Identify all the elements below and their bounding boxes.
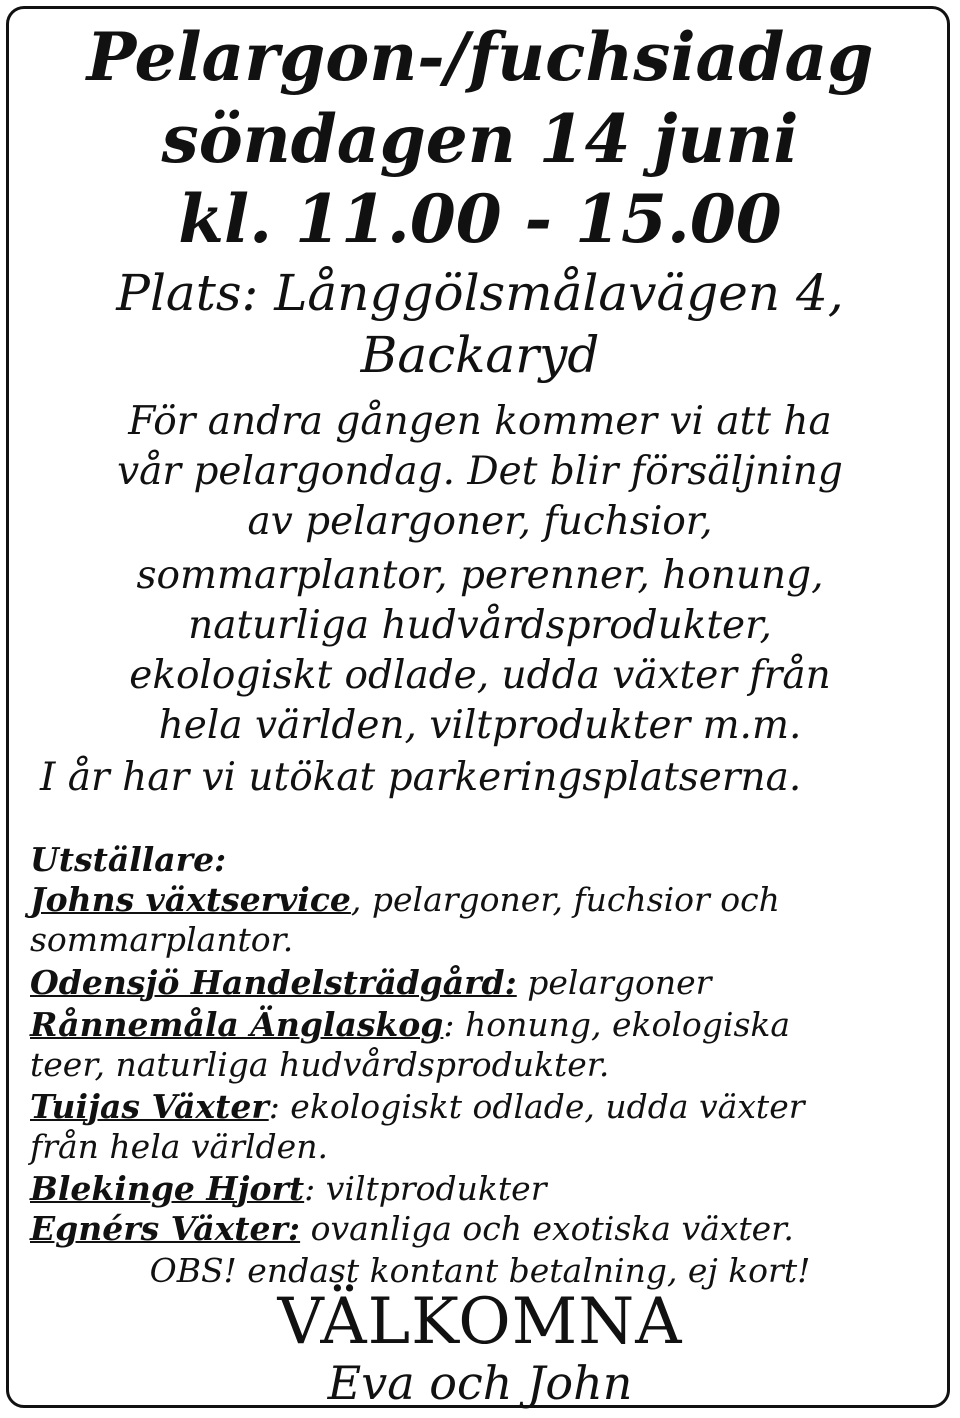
exhibitor-name: Egnérs Växter: xyxy=(30,1209,301,1248)
exhibitor-egners xyxy=(30,1209,940,1248)
description-line: naturliga hudvårdsprodukter, xyxy=(188,603,772,648)
payment-notice: OBS! endast kontant betalning, ej kort! xyxy=(149,1251,811,1290)
exhibitor-rannemala-cont: teer, naturliga hudvårdsprodukter. xyxy=(30,1045,610,1084)
exhibitor-name: Odensjö Handelsträdgård: xyxy=(30,963,517,1002)
welcome-text: VÄLKOMNA xyxy=(277,1285,683,1359)
exhibitor-name: Rånnemåla Änglaskog xyxy=(30,1005,444,1044)
signature: Eva och John xyxy=(327,1356,633,1410)
exhibitor-text: , pelargoner, fuchsior och xyxy=(350,880,780,919)
place-line-1: Plats: Långgölsmålavägen 4, xyxy=(116,264,844,322)
description-line: ekologiskt odlade, udda växter från xyxy=(129,653,831,698)
place-line-2: Backaryd xyxy=(360,326,600,384)
exhibitor-name: Johns växtservice xyxy=(30,880,351,919)
exhibitor-text: pelargoner xyxy=(516,963,712,1002)
description-line: För andra gången kommer vi att ha xyxy=(128,399,832,444)
description-line: sommarplantor, perenner, honung, xyxy=(136,553,824,598)
exhibitor-text: : ekologiskt odlade, udda växter xyxy=(268,1087,805,1126)
title-line-1: Pelargon-/fuchsiadag xyxy=(86,18,874,96)
description-line: av pelargoner, fuchsior, xyxy=(247,499,713,544)
exhibitor-name: Blekinge Hjort xyxy=(30,1169,305,1208)
exhibitor-johns-cont: sommarplantor. xyxy=(30,920,294,959)
exhibitor-text: ovanliga och exotiska växter. xyxy=(300,1209,794,1248)
exhibitor-johns xyxy=(30,880,940,919)
title-line-2: söndagen 14 juni xyxy=(161,100,799,178)
exhibitor-name: Tuijas Växter xyxy=(30,1087,269,1126)
exhibitor-blekinge xyxy=(30,1169,940,1208)
exhibitors-heading: Utställare: xyxy=(30,840,227,879)
exhibitor-text: : viltprodukter xyxy=(304,1169,547,1208)
parking-note: I år har vi utökat parkeringsplatserna. xyxy=(40,755,802,800)
exhibitor-rannemala xyxy=(30,1005,940,1044)
exhibitor-text: : honung, ekologiska xyxy=(443,1005,791,1044)
exhibitor-tuijas-cont: från hela världen. xyxy=(30,1127,328,1166)
exhibitor-odensjo xyxy=(30,963,940,1002)
title-line-3: kl. 11.00 - 15.00 xyxy=(178,180,782,258)
description-line: vår pelargondag. Det blir försäljning xyxy=(117,449,843,494)
exhibitor-tuijas xyxy=(30,1087,940,1126)
description-line: hela världen, viltprodukter m.m. xyxy=(158,703,802,748)
